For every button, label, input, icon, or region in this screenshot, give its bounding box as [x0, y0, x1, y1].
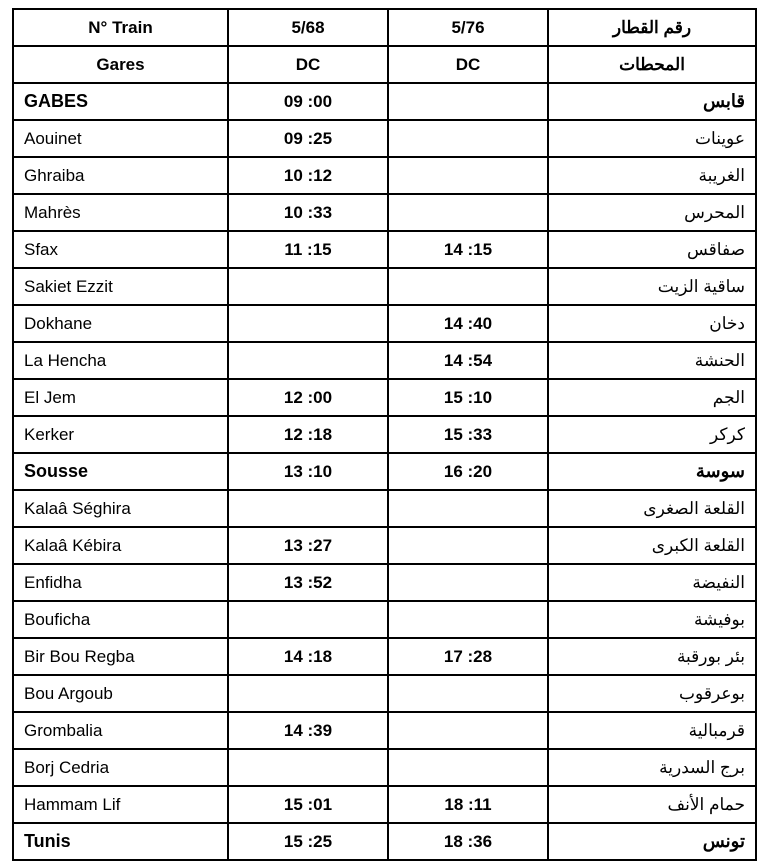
station-name-arabic-cell: الجم [548, 379, 756, 416]
train-5-68-time-cell: 12 :00 [228, 379, 388, 416]
station-name-cell: Kalaâ Séghira [13, 490, 228, 527]
station-name-cell: Bouficha [13, 601, 228, 638]
train-5-76-time-cell: 18 :11 [388, 786, 548, 823]
station-name-arabic-cell: القلعة الصغرى [548, 490, 756, 527]
train-5-68-time-cell [228, 305, 388, 342]
station-name-arabic-cell: عوينات [548, 120, 756, 157]
train-5-68-time-cell [228, 490, 388, 527]
timetable-header-row [13, 9, 756, 46]
train-5-76-time-cell [388, 527, 548, 564]
station-name-arabic-cell: تونس [548, 823, 756, 860]
train-5-76-time-cell [388, 675, 548, 712]
station-name-arabic-cell: حمام الأنف [548, 786, 756, 823]
station-name-arabic-cell: كركر [548, 416, 756, 453]
table-row [13, 120, 756, 157]
train-5-76-time-cell: 16 :20 [388, 453, 548, 490]
train-5-76-time-cell [388, 120, 548, 157]
station-name-arabic-cell: بوفيشة [548, 601, 756, 638]
station-name-arabic-cell: الغريبة [548, 157, 756, 194]
station-name-arabic-cell: بئر بورقبة [548, 638, 756, 675]
station-name-cell: Tunis [13, 823, 228, 860]
table-row [13, 416, 756, 453]
table-row [13, 564, 756, 601]
station-name-cell: Sakiet Ezzit [13, 268, 228, 305]
train-5-76-time-cell [388, 83, 548, 120]
station-name-cell: Kalaâ Kébira [13, 527, 228, 564]
station-name-cell: Kerker [13, 416, 228, 453]
station-name-cell: Hammam Lif [13, 786, 228, 823]
train-5-68-time-cell [228, 268, 388, 305]
table-row [13, 268, 756, 305]
station-name-cell: Aouinet [13, 120, 228, 157]
station-name-arabic-cell: بوعرقوب [548, 675, 756, 712]
train-5-68-time-cell: 13 :27 [228, 527, 388, 564]
train-5-68-time-cell [228, 342, 388, 379]
station-name-arabic-cell: قرمبالية [548, 712, 756, 749]
station-name-cell: GABES [13, 83, 228, 120]
station-name-cell: La Hencha [13, 342, 228, 379]
train-5-76-time-cell [388, 194, 548, 231]
train-5-68-time-cell: 09 :00 [228, 83, 388, 120]
train-5-76-time-cell [388, 712, 548, 749]
train-5-76-time-cell [388, 268, 548, 305]
station-name-arabic-cell: سوسة [548, 453, 756, 490]
table-row [13, 157, 756, 194]
table-row [13, 601, 756, 638]
station-name-cell: Bir Bou Regba [13, 638, 228, 675]
table-row [13, 490, 756, 527]
station-name-arabic-cell: الحنشة [548, 342, 756, 379]
train-5-68-time-cell: 13 :52 [228, 564, 388, 601]
train-5-76-time-cell [388, 749, 548, 786]
header-station-label: N° Train [13, 9, 228, 46]
station-name-arabic-cell: ساقية الزيت [548, 268, 756, 305]
header-arabic-label: المحطات [548, 46, 756, 83]
station-name-cell: Bou Argoub [13, 675, 228, 712]
train-5-68-time-cell: 15 :25 [228, 823, 388, 860]
table-row [13, 749, 756, 786]
train-5-76-time-cell [388, 490, 548, 527]
train-5-76-time-cell [388, 157, 548, 194]
train-5-68-time-cell: 09 :25 [228, 120, 388, 157]
station-name-cell: Dokhane [13, 305, 228, 342]
station-name-cell: El Jem [13, 379, 228, 416]
station-name-arabic-cell: المحرس [548, 194, 756, 231]
train-5-76-time-cell: 14 :40 [388, 305, 548, 342]
header-station-label: Gares [13, 46, 228, 83]
table-row [13, 786, 756, 823]
train-5-68-time-cell: 10 :12 [228, 157, 388, 194]
train-5-76-time-cell: 18 :36 [388, 823, 548, 860]
station-name-arabic-cell: النفيضة [548, 564, 756, 601]
table-row [13, 83, 756, 120]
train-5-68-time-cell: 12 :18 [228, 416, 388, 453]
timetable-body [13, 9, 756, 860]
train-5-76-time-cell: 15 :33 [388, 416, 548, 453]
train-5-68-time-cell [228, 749, 388, 786]
train-5-68-time-cell [228, 601, 388, 638]
train-5-68-time-cell [228, 675, 388, 712]
table-row [13, 453, 756, 490]
header-arabic-label: رقم القطار [548, 9, 756, 46]
header-train1-label: 5/68 [228, 9, 388, 46]
table-row [13, 638, 756, 675]
table-row [13, 527, 756, 564]
train-5-76-time-cell: 17 :28 [388, 638, 548, 675]
station-name-cell: Sfax [13, 231, 228, 268]
train-5-76-time-cell: 14 :54 [388, 342, 548, 379]
station-name-cell: Sousse [13, 453, 228, 490]
train-5-68-time-cell: 13 :10 [228, 453, 388, 490]
train-5-76-time-cell [388, 564, 548, 601]
station-name-arabic-cell: برج السدرية [548, 749, 756, 786]
table-row [13, 305, 756, 342]
station-name-cell: Ghraiba [13, 157, 228, 194]
table-row [13, 712, 756, 749]
station-name-cell: Enfidha [13, 564, 228, 601]
table-row [13, 379, 756, 416]
train-5-68-time-cell: 11 :15 [228, 231, 388, 268]
station-name-cell: Grombalia [13, 712, 228, 749]
station-name-arabic-cell: صفاقس [548, 231, 756, 268]
table-row [13, 823, 756, 860]
header-train2-label: DC [388, 46, 548, 83]
station-name-arabic-cell: القلعة الكبرى [548, 527, 756, 564]
train-timetable [12, 8, 757, 861]
station-name-cell: Borj Cedria [13, 749, 228, 786]
header-train2-label: 5/76 [388, 9, 548, 46]
timetable-header-row [13, 46, 756, 83]
train-5-68-time-cell: 14 :39 [228, 712, 388, 749]
table-row [13, 675, 756, 712]
train-5-76-time-cell: 14 :15 [388, 231, 548, 268]
station-name-cell: Mahrès [13, 194, 228, 231]
train-5-76-time-cell [388, 601, 548, 638]
table-row [13, 231, 756, 268]
table-row [13, 342, 756, 379]
station-name-arabic-cell: دخان [548, 305, 756, 342]
train-5-68-time-cell: 15 :01 [228, 786, 388, 823]
train-5-68-time-cell: 14 :18 [228, 638, 388, 675]
station-name-arabic-cell: قابس [548, 83, 756, 120]
header-train1-label: DC [228, 46, 388, 83]
train-5-76-time-cell: 15 :10 [388, 379, 548, 416]
table-row [13, 194, 756, 231]
train-5-68-time-cell: 10 :33 [228, 194, 388, 231]
